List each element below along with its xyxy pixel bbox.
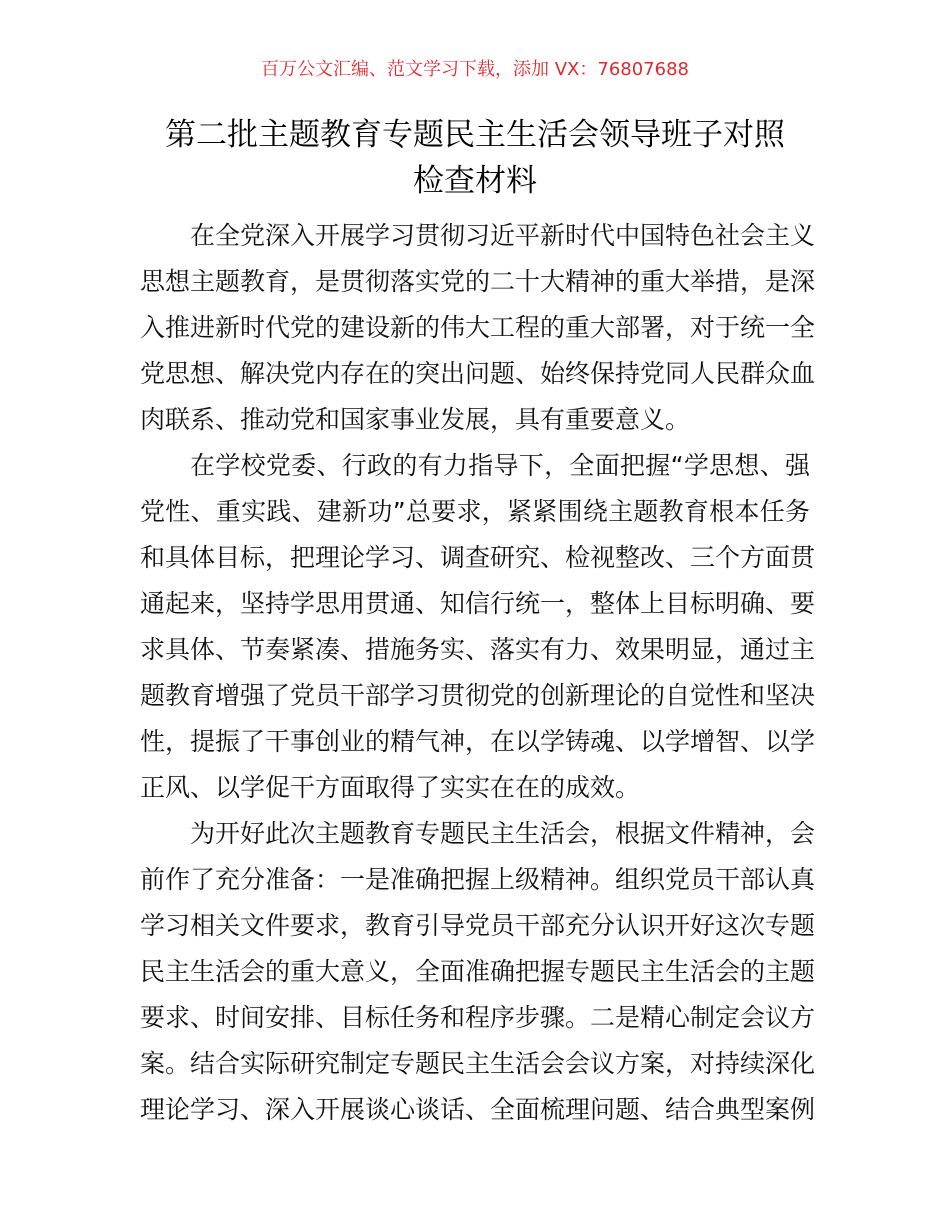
document-title [0, 112, 950, 204]
text-line: 通起来，坚持学思用贯通、知信行统一，整体上目标明确、要 [140, 589, 816, 618]
paragraph-3 [140, 811, 816, 1133]
text-line: 在全党深入开展学习贯彻习近平新时代中国特色社会主义 [190, 221, 816, 250]
text-line: 和具体目标，把理论学习、调查研究、检视整改、三个方面贯 [140, 543, 816, 572]
text-line: 肉联系、推动党和国家事业发展，具有重要意义。 [140, 405, 691, 434]
title-line: 第二批主题教育专题民主生活会领导班子对照 [165, 117, 785, 153]
text-line: 学习相关文件要求，教育引导党员干部充分认识开好这次专题 [140, 911, 816, 940]
text-line: 民主生活会的重大意义，全面准确把握专题民主生活会的主题 [140, 957, 816, 986]
paragraph-1 [140, 213, 816, 443]
watermark-banner: 百万公文汇编、范文学习下载，添加 VX：76807688 [261, 59, 689, 80]
text-line: 党思想、解决党内存在的突出问题、始终保持党同人民群众血 [140, 359, 816, 388]
text-line: 思想主题教育，是贯彻落实党的二十大精神的重大举措，是深 [140, 267, 816, 296]
text-line: 入推进新时代党的建设新的伟大工程的重大部署，对于统一全 [140, 313, 816, 342]
text-line: 求具体、节奏紧凑、措施务实、落实有力、效果明显，通过主 [140, 635, 816, 664]
text-line: 题教育增强了党员干部学习贯彻党的创新理论的自觉性和坚决 [140, 681, 816, 710]
text-line: 为开好此次主题教育专题民主生活会，根据文件精神，会 [190, 819, 816, 848]
text-line: 性，提振了干事创业的精气神，在以学铸魂、以学增智、以学 [140, 727, 816, 756]
document-body [140, 213, 816, 1133]
text-line: 案。结合实际研究制定专题民主生活会会议方案，对持续深化 [140, 1049, 816, 1078]
paragraph-2 [140, 443, 816, 811]
text-line: 要求、时间安排、目标任务和程序步骤。二是精心制定会议方 [140, 1003, 816, 1032]
text-line: 正风、以学促干方面取得了实实在在的成效。 [140, 773, 641, 802]
title-line: 检查材料 [413, 163, 537, 199]
text-line: 党性、重实践、建新功”总要求，紧紧围绕主题教育根本任务 [140, 497, 810, 526]
text-line: 理论学习、深入开展谈心谈话、全面梳理问题、结合典型案例 [140, 1095, 816, 1124]
text-line: 前作了充分准备：一是准确把握上级精神。组织党员干部认真 [140, 865, 816, 894]
text-line: 在学校党委、行政的有力指导下，全面把握“学思想、强 [190, 451, 810, 480]
